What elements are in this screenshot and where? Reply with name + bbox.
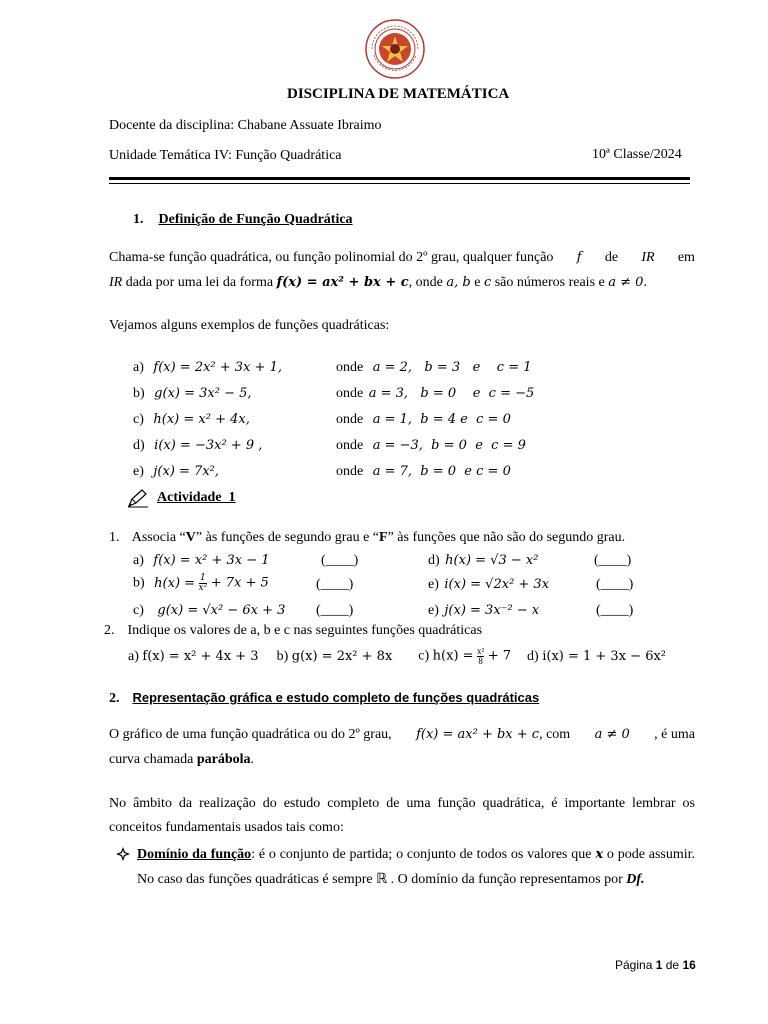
pencil-icon xyxy=(127,488,149,508)
document-title: DISCIPLINA DE MATEMÁTICA xyxy=(287,86,510,102)
example-function: f(x) = 2x² + 3x + 1, xyxy=(153,360,282,375)
q1-item-b-blank[interactable]: (____) xyxy=(316,577,354,592)
q1-item-e2 xyxy=(428,603,539,619)
section2-heading xyxy=(109,690,539,707)
example-function: h(x) = x² + 4x, xyxy=(153,412,250,427)
example-function: i(x) = −3x² + 9 , xyxy=(154,438,263,453)
fraction-denominator: x² xyxy=(198,583,208,593)
definition-condition: a ≠ 0 xyxy=(608,275,644,290)
page-total: 16 xyxy=(682,958,696,972)
q2-item-b xyxy=(277,649,393,665)
q1-item-e-blank[interactable]: (____) xyxy=(596,577,634,592)
example-b xyxy=(133,386,252,402)
p1-parabola: parábola xyxy=(196,752,251,767)
example-label: c) xyxy=(133,412,144,427)
domain-x: x xyxy=(595,847,604,862)
q2-item-label: d) xyxy=(527,648,539,664)
example-coefficients: a = 2, b = 3 e c = 1 xyxy=(372,360,532,375)
example-label: a) xyxy=(133,360,144,375)
example-label: e) xyxy=(133,464,144,479)
q1-item-d-blank[interactable]: (____) xyxy=(594,553,632,568)
q2-item-function-post: + 7 xyxy=(487,648,512,664)
p1-dot: . xyxy=(250,752,255,767)
domain-df: Df. xyxy=(626,872,645,887)
q2-item-label: b) xyxy=(276,648,289,664)
example-coefficients: a = 7, b = 0 e c = 0 xyxy=(372,464,511,479)
q1-item-label: b) xyxy=(133,575,145,591)
q2-item-function-pre: h(x) = xyxy=(432,648,474,664)
p1-condition: a ≠ 0 xyxy=(594,727,630,742)
example-b-where xyxy=(336,386,534,402)
domain-bullet-text xyxy=(137,842,695,892)
definition-f: f xyxy=(576,250,582,265)
q1-item-label: d) xyxy=(428,553,440,568)
domain-text-c: . O domínio da função representamos por xyxy=(390,872,623,887)
q1-text-c: ” às funções que não são do segundo grau. xyxy=(387,530,626,545)
section2-p1-line1 xyxy=(109,727,695,743)
q2-item-c xyxy=(418,647,511,666)
section1-title: Definição de Função Quadrática xyxy=(158,212,353,227)
q1-item-function-pre: h(x) = xyxy=(154,575,196,591)
definition-formula: f(x) = ax² + bx + c xyxy=(276,275,409,290)
q1-item-e2-blank[interactable]: (____) xyxy=(596,603,634,618)
q2-item-function: g(x) = 2x² + 8x xyxy=(291,648,393,664)
example-where: onde xyxy=(336,360,364,375)
q2-item-function: i(x) = 1 + 3x − 6x² xyxy=(542,648,667,664)
definition-e: e xyxy=(474,275,481,290)
domain-text-b: o pode assumir. No caso das funções quadráticas é sempre xyxy=(137,847,696,887)
q1-number: 1. xyxy=(109,530,120,545)
p1-curve-text: curva chamada xyxy=(109,752,194,767)
example-where: onde xyxy=(336,412,364,427)
q1-item-d xyxy=(428,553,538,569)
q1-item-a xyxy=(133,553,270,569)
definition-onde: , onde xyxy=(408,275,443,290)
q2-item-d xyxy=(527,649,666,665)
section2-title: Representação gráfica e estudo completo de funções quadráticas xyxy=(132,690,540,705)
p1-text-a: O gráfico de uma função quadrática ou do 2º grau, xyxy=(109,727,392,742)
section1-heading xyxy=(133,212,353,228)
definition-line2: IR dada por uma lei da forma f(x) = ax² + bx + c, onde a, b e c são números reais e a ≠ 0. xyxy=(109,275,647,290)
example-coefficients: a = 3, b = 0 e c = −5 xyxy=(368,386,535,401)
example-label: b) xyxy=(133,386,145,401)
q1-item-label: a) xyxy=(133,553,144,568)
example-coefficients: a = −3, b = 0 e c = 9 xyxy=(372,438,526,453)
example-where: onde xyxy=(336,438,364,453)
section2-p1-line2 xyxy=(109,752,254,768)
example-where: onde xyxy=(336,386,364,401)
q1-item-c-blank[interactable]: (____) xyxy=(316,603,354,618)
example-function: j(x) = 7x², xyxy=(153,464,219,479)
q1-text-a: Associa “ xyxy=(131,530,186,545)
q2-item-fraction xyxy=(477,647,484,666)
definition-form-text: dada por uma lei da forma xyxy=(125,275,274,290)
domain-R: ℝ xyxy=(376,871,388,887)
q1-item-c xyxy=(133,603,285,619)
q1-item-a-blank[interactable]: (____) xyxy=(321,553,359,568)
examples-intro: Vejamos alguns exemplos de funções quadráticas: xyxy=(109,318,390,333)
header-divider-thick xyxy=(109,177,690,180)
page-current: 1 xyxy=(655,958,663,972)
domain-term: Domínio da função xyxy=(137,847,252,862)
q1-item-function: g(x) = √x² − 6x + 3 xyxy=(157,603,286,618)
class-year: 10ª Classe/2024 xyxy=(592,147,682,162)
page-label: Página xyxy=(615,958,653,972)
example-c xyxy=(133,412,250,428)
section1-number: 1. xyxy=(133,212,144,227)
definition-em: em xyxy=(677,250,695,265)
q2-item-a xyxy=(128,649,259,665)
fraction-denominator: 8 xyxy=(478,656,483,666)
definition-real-text: são números reais e xyxy=(494,275,605,290)
example-function: g(x) = 3x² − 5, xyxy=(154,386,252,401)
q1-text-b: ” às funções de segundo grau e “ xyxy=(195,530,379,545)
q1-item-label: e) xyxy=(428,603,439,618)
definition-ir1: IR xyxy=(641,250,655,265)
section2-p2: No âmbito da realização do estudo completo de uma função quadrática, é importante lembrar os conceitos fundamentais usados tais como: xyxy=(109,796,695,835)
example-c-where xyxy=(336,412,511,428)
q1-item-function: i(x) = √2x² + 3x xyxy=(444,577,550,592)
p1-text-c: , é uma xyxy=(654,727,695,742)
page-of: de xyxy=(665,958,680,972)
q1-v: V xyxy=(185,530,196,545)
definition-text: Chama-se função quadrática, ou função polinomial do 2º grau, qualquer função xyxy=(109,250,554,265)
q2-item-label: a) xyxy=(128,648,139,664)
activity-q2 xyxy=(104,623,482,639)
q1-item-function: f(x) = x² + 3x − 1 xyxy=(153,553,270,568)
q2-text: Indique os valores de a, b e c nas seguintes funções quadráticas xyxy=(127,623,483,638)
fraction-numerator: x² xyxy=(477,646,485,656)
example-d-where xyxy=(336,438,526,454)
q1-item-fraction xyxy=(199,574,208,593)
definition-c: c xyxy=(483,275,492,290)
example-where: onde xyxy=(336,464,364,479)
q1-item-label: e) xyxy=(428,577,439,592)
p1-text-b: , com xyxy=(539,727,571,742)
school-seal-logo xyxy=(364,18,426,80)
q1-f: F xyxy=(379,530,388,545)
q2-item-label: c) xyxy=(418,648,430,664)
example-coefficients: a = 1, b = 4 e c = 0 xyxy=(372,412,511,427)
q1-item-function: j(x) = 3x⁻² − x xyxy=(444,603,540,618)
q2-item-function: f(x) = x² + 4x + 3 xyxy=(142,648,259,664)
section2-number: 2. xyxy=(109,691,120,706)
example-d xyxy=(133,438,262,454)
activity-title: Actividade 1 xyxy=(157,490,236,505)
q2-items xyxy=(128,647,666,666)
definition-ab: a, b xyxy=(446,275,471,290)
activity-q1 xyxy=(109,530,625,546)
header-divider-thin xyxy=(109,183,690,184)
q1-item-b xyxy=(133,574,269,593)
example-e xyxy=(133,464,219,480)
fraction-numerator: 1 xyxy=(200,573,206,583)
definition-ir2: IR xyxy=(109,275,123,290)
diamond-bullet-icon xyxy=(116,847,130,861)
p1-formula: f(x) = ax² + bx + c xyxy=(416,727,540,742)
q1-item-function: h(x) = √3 − x² xyxy=(445,553,539,568)
example-a-where xyxy=(336,360,532,376)
example-label: d) xyxy=(133,438,145,453)
q1-item-e xyxy=(428,577,549,593)
example-a xyxy=(133,360,282,376)
unit-line: Unidade Temática IV: Função Quadrática xyxy=(109,148,342,163)
definition-line1 xyxy=(109,250,695,266)
page-number xyxy=(615,958,696,972)
teacher-line: Docente da disciplina: Chabane Assuate Ibraimo xyxy=(109,118,382,133)
q1-item-label: c) xyxy=(133,603,144,618)
domain-text-a: : é o conjunto de partida; o conjunto de todos os valores que xyxy=(251,847,592,862)
q1-item-function-post: + 7x + 5 xyxy=(210,575,269,591)
definition-de: de xyxy=(604,250,619,265)
example-e-where xyxy=(336,464,511,480)
q2-number: 2. xyxy=(104,623,115,638)
